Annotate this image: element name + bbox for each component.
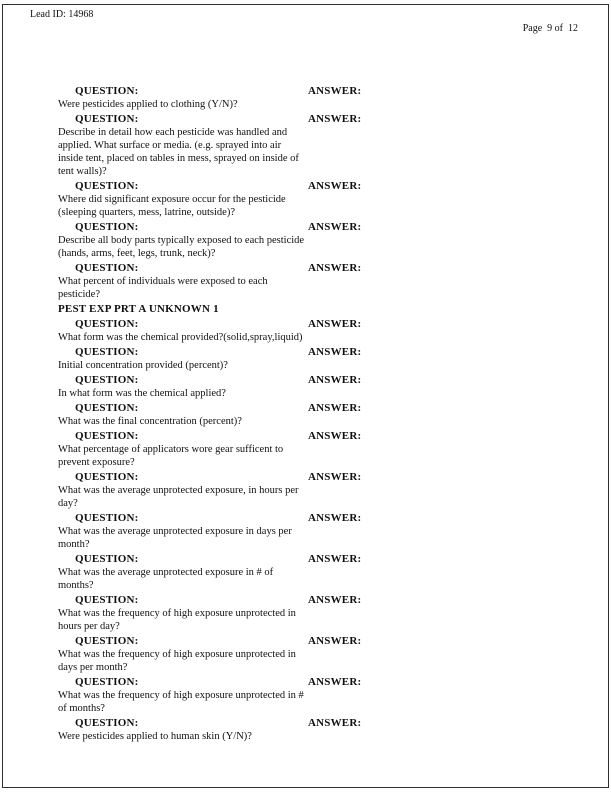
answer-label: ANSWER: bbox=[308, 180, 362, 192]
qa-item bbox=[58, 676, 558, 715]
answer-block bbox=[308, 471, 558, 510]
answer-block bbox=[308, 594, 558, 633]
qa-item bbox=[58, 221, 558, 260]
question-text: What was the average unprotected exposure, in hours per day? bbox=[58, 485, 299, 509]
answer-label: ANSWER: bbox=[308, 113, 362, 125]
qa-item bbox=[58, 180, 558, 219]
answer-block bbox=[308, 262, 558, 301]
answer-label: ANSWER: bbox=[308, 346, 362, 358]
question-text: Describe in detail how each pesticide was handled and applied. What surface or media. (e.g. sprayed into air inside tent, placed on tables in mess, sprayed on inside of tent walls)? bbox=[58, 127, 299, 177]
answer-block bbox=[308, 512, 558, 551]
answer-block bbox=[308, 553, 558, 592]
question-label: QUESTION: bbox=[75, 221, 139, 233]
answer-block bbox=[308, 374, 558, 400]
answer-label: ANSWER: bbox=[308, 430, 362, 442]
question-text: In what form was the chemical applied? bbox=[58, 388, 226, 399]
question-label: QUESTION: bbox=[75, 512, 139, 524]
question-text: What percentage of applicators wore gear sufficent to prevent exposure? bbox=[58, 444, 284, 468]
answer-label: ANSWER: bbox=[308, 374, 362, 386]
qa-list bbox=[58, 85, 558, 745]
answer-label: ANSWER: bbox=[308, 85, 362, 97]
question-label: QUESTION: bbox=[75, 262, 139, 274]
question-label: QUESTION: bbox=[75, 113, 139, 125]
qa-item bbox=[58, 635, 558, 674]
question-text: What was the frequency of high exposure unprotected in days per month? bbox=[58, 649, 296, 673]
answer-label: ANSWER: bbox=[308, 676, 362, 688]
qa-item bbox=[58, 262, 558, 301]
question-text: Were pesticides applied to clothing (Y/N)? bbox=[58, 99, 238, 110]
answer-block bbox=[308, 717, 558, 743]
question-block bbox=[58, 346, 308, 372]
answer-label: ANSWER: bbox=[308, 471, 362, 483]
page-number-label: Page 9 of 12 bbox=[522, 23, 578, 34]
answer-block bbox=[308, 346, 558, 372]
answer-label: ANSWER: bbox=[308, 717, 362, 729]
qa-item bbox=[58, 402, 558, 428]
question-label: QUESTION: bbox=[75, 471, 139, 483]
answer-label: ANSWER: bbox=[308, 512, 362, 524]
qa-item bbox=[58, 374, 558, 400]
question-block bbox=[58, 676, 308, 715]
question-block bbox=[58, 402, 308, 428]
question-label: QUESTION: bbox=[75, 402, 139, 414]
question-label: QUESTION: bbox=[75, 180, 139, 192]
question-block bbox=[58, 221, 308, 260]
qa-item bbox=[58, 85, 558, 111]
qa-item bbox=[58, 512, 558, 551]
lead-id-label: Lead ID: 14968 bbox=[30, 9, 94, 20]
answer-block bbox=[308, 676, 558, 715]
question-block bbox=[58, 318, 308, 344]
answer-block bbox=[308, 635, 558, 674]
qa-item bbox=[58, 430, 558, 469]
question-block bbox=[58, 85, 308, 111]
qa-item bbox=[58, 318, 558, 344]
question-block bbox=[58, 471, 308, 510]
qa-item bbox=[58, 346, 558, 372]
question-text: What was the frequency of high exposure unprotected in # of months? bbox=[58, 690, 304, 714]
question-text: Were pesticides applied to human skin (Y/N)? bbox=[58, 731, 252, 742]
question-text: Where did significant exposure occur for the pesticide (sleeping quarters, mess, latrine, outside)? bbox=[58, 194, 286, 218]
question-label: QUESTION: bbox=[75, 553, 139, 565]
answer-block bbox=[308, 180, 558, 219]
answer-label: ANSWER: bbox=[308, 262, 362, 274]
qa-item bbox=[58, 717, 558, 743]
question-block bbox=[58, 594, 308, 633]
question-label: QUESTION: bbox=[75, 430, 139, 442]
question-label: QUESTION: bbox=[75, 318, 139, 330]
section-header: PEST EXP PRT A UNKNOWN 1 bbox=[58, 303, 219, 315]
answer-label: ANSWER: bbox=[308, 553, 362, 565]
answer-block bbox=[308, 318, 558, 344]
question-label: QUESTION: bbox=[75, 346, 139, 358]
answer-block bbox=[308, 402, 558, 428]
qa-item bbox=[58, 113, 558, 178]
question-block bbox=[58, 262, 308, 301]
question-label: QUESTION: bbox=[75, 594, 139, 606]
answer-block bbox=[308, 430, 558, 469]
question-text: What was the final concentration (percent)? bbox=[58, 416, 242, 427]
question-block bbox=[58, 717, 308, 743]
answer-label: ANSWER: bbox=[308, 594, 362, 606]
qa-item bbox=[58, 471, 558, 510]
question-label: QUESTION: bbox=[75, 374, 139, 386]
question-block bbox=[58, 180, 308, 219]
question-text: What form was the chemical provided?(solid,spray,liquid) bbox=[58, 332, 303, 343]
question-label: QUESTION: bbox=[75, 676, 139, 688]
question-label: QUESTION: bbox=[75, 85, 139, 97]
question-text: What percent of individuals were exposed to each pesticide? bbox=[58, 276, 268, 300]
question-text: Initial concentration provided (percent)? bbox=[58, 360, 228, 371]
answer-block bbox=[308, 221, 558, 260]
question-text: What was the average unprotected exposure in days per month? bbox=[58, 526, 292, 550]
answer-block bbox=[308, 85, 558, 111]
answer-block bbox=[308, 113, 558, 178]
question-block bbox=[58, 553, 308, 592]
question-block bbox=[58, 374, 308, 400]
question-block bbox=[58, 512, 308, 551]
answer-label: ANSWER: bbox=[308, 635, 362, 647]
question-text: Describe all body parts typically exposed to each pesticide (hands, arms, feet, legs, trunk, neck)? bbox=[58, 235, 305, 259]
question-block bbox=[58, 430, 308, 469]
answer-label: ANSWER: bbox=[308, 318, 362, 330]
qa-item bbox=[58, 553, 558, 592]
qa-item bbox=[58, 594, 558, 633]
question-text: What was the average unprotected exposure in # of months? bbox=[58, 567, 274, 591]
question-text: What was the frequency of high exposure unprotected in hours per day? bbox=[58, 608, 296, 632]
question-block bbox=[58, 113, 308, 178]
question-label: QUESTION: bbox=[75, 717, 139, 729]
answer-label: ANSWER: bbox=[308, 402, 362, 414]
question-block bbox=[58, 635, 308, 674]
answer-label: ANSWER: bbox=[308, 221, 362, 233]
question-label: QUESTION: bbox=[75, 635, 139, 647]
